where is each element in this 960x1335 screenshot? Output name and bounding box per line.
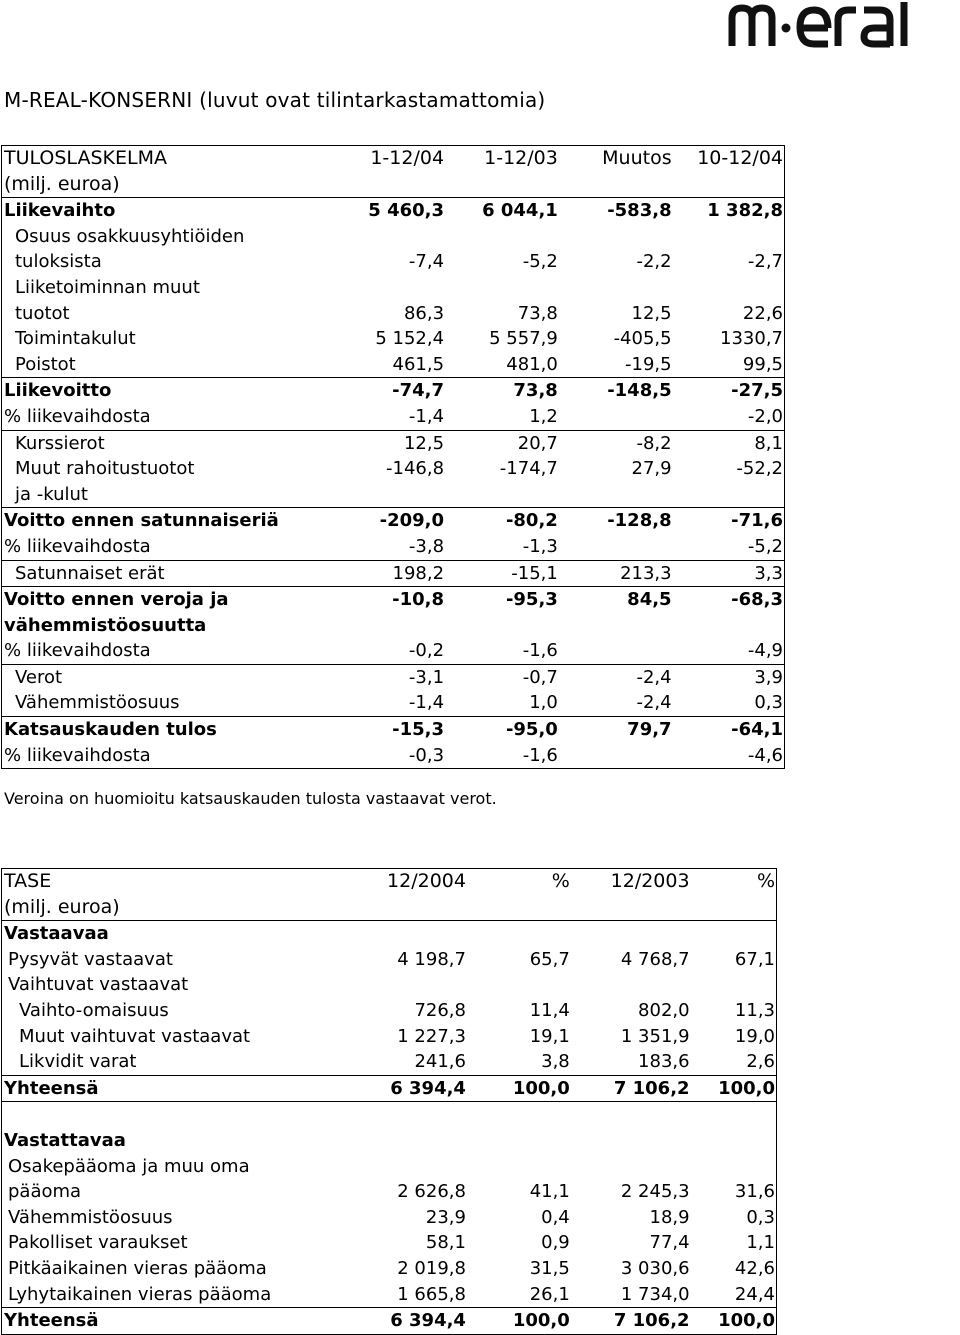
balance-cell: [357, 1102, 467, 1128]
income-row: [2, 613, 785, 639]
income-cell: -1,4: [408, 405, 445, 427]
balance-row: [2, 1282, 777, 1308]
income-cell: -4,6: [747, 744, 783, 766]
income-row-label: Vähemmistöosuus: [15, 692, 180, 714]
balance-cell: [467, 1154, 571, 1180]
balance-row-label: Muut vaihtuvat vastaavat: [19, 1025, 251, 1047]
income-cell: 1 382,8: [673, 198, 785, 224]
balance-unit-label: (milj. euroa): [4, 895, 120, 918]
income-cell: 22,6: [742, 302, 783, 324]
income-cell: 0,3: [754, 692, 783, 714]
balance-cell: 19,0: [734, 1025, 775, 1047]
m-real-logo-graphic: [728, 2, 958, 48]
income-cell: -5,2: [522, 251, 558, 273]
balance-cell: 2 626,8: [397, 1181, 466, 1203]
income-cell: [445, 224, 559, 250]
income-cell: 5 152,4: [375, 328, 445, 350]
income-row-label: Liikevaihto: [2, 198, 336, 224]
income-unit-label: (milj. euroa): [4, 172, 120, 195]
balance-cell: 4 198,7: [397, 948, 466, 970]
income-cell: [559, 482, 673, 508]
balance-cell: 31,6: [734, 1181, 775, 1203]
income-cell: [673, 613, 785, 639]
balance-cell: [691, 1128, 777, 1154]
balance-row-label: Pakolliset varaukset: [8, 1232, 188, 1254]
income-cell: 6 044,1: [445, 198, 559, 224]
income-cell: 198,2: [335, 560, 445, 587]
balance-cell: 0,9: [541, 1232, 570, 1254]
income-row-label: % liikevaihdosta: [4, 640, 151, 662]
income-row-label: Muut rahoitustuotot: [15, 458, 195, 480]
income-row: [2, 743, 785, 769]
income-row: [2, 378, 785, 404]
income-row-label: % liikevaihdosta: [4, 405, 151, 427]
balance-row: [2, 947, 777, 973]
balance-cell: [357, 972, 467, 998]
balance-cell: [467, 1102, 571, 1128]
income-cell: [673, 482, 785, 508]
income-cell: [559, 743, 673, 769]
income-cell: 1,2: [529, 405, 558, 427]
income-cell: -74,7: [335, 378, 445, 404]
income-header-row: [2, 146, 785, 172]
balance-cell: [357, 1154, 467, 1180]
income-unit-row: [2, 172, 785, 198]
income-cell: -71,6: [673, 508, 785, 534]
income-row: [2, 275, 785, 301]
income-cell: 1,0: [529, 692, 558, 714]
balance-cell: [571, 1102, 691, 1128]
balance-cell: 100,0: [467, 1075, 571, 1102]
balance-cell: [357, 1128, 467, 1154]
balance-cell: 26,1: [529, 1283, 570, 1305]
income-cell: -7,4: [408, 251, 445, 273]
income-cell: [559, 404, 673, 430]
balance-col-header: 12/2003: [610, 870, 690, 892]
income-cell: 3,3: [673, 560, 785, 587]
tax-note: Veroina on huomioitu katsauskauden tulosta vastaavat verot.: [4, 789, 497, 808]
income-cell: -5,2: [747, 535, 783, 557]
income-cell: 86,3: [403, 302, 445, 324]
income-cell: [335, 275, 445, 301]
balance-cell: 3,8: [541, 1051, 570, 1073]
balance-cell: 42,6: [734, 1257, 775, 1279]
balance-cell: 2 245,3: [620, 1181, 690, 1203]
balance-col-header: %: [756, 870, 775, 892]
income-cell: [673, 224, 785, 250]
balance-row-label: Osakepääoma ja muu oma: [8, 1155, 250, 1177]
balance-cell: 1,1: [746, 1232, 775, 1254]
balance-header-row: [2, 869, 777, 895]
income-cell: 213,3: [559, 560, 673, 587]
income-row-label: vähemmistöosuutta: [4, 614, 207, 636]
income-cell: -405,5: [613, 328, 672, 350]
income-cell: 12,5: [631, 302, 672, 324]
balance-row-label: Vastaavaa: [2, 921, 358, 947]
income-col-header: Muutos: [602, 147, 672, 169]
balance-cell: [467, 1128, 571, 1154]
balance-row-label: Likvidit varat: [19, 1051, 137, 1073]
income-cell: 1330,7: [720, 328, 783, 350]
income-row-label: ja -kulut: [15, 483, 88, 505]
balance-row-label: Pysyvät vastaavat: [8, 948, 173, 970]
income-cell: -128,8: [559, 508, 673, 534]
income-cell: -2,7: [747, 251, 783, 273]
balance-row-label: Yhteensä: [2, 1075, 358, 1102]
balance-cell: [571, 1128, 691, 1154]
income-cell: -68,3: [673, 587, 785, 613]
balance-row: [2, 1230, 777, 1256]
income-cell: -64,1: [673, 717, 785, 743]
balance-cell: 58,1: [425, 1232, 466, 1254]
balance-row-label: Vaihtuvat vastaavat: [8, 974, 189, 996]
balance-cell: 7 106,2: [571, 1075, 691, 1102]
income-row: [2, 587, 785, 613]
income-cell: -8,2: [559, 430, 673, 456]
balance-row-label: Vähemmistöosuus: [8, 1206, 173, 1228]
income-row-label: Verot: [2, 664, 336, 690]
balance-cell: 1 227,3: [397, 1025, 466, 1047]
income-cell: 79,7: [559, 717, 673, 743]
balance-cell: 7 106,2: [571, 1308, 691, 1335]
income-row: [2, 534, 785, 560]
balance-row: [2, 1049, 777, 1075]
balance-cell: 241,6: [414, 1051, 466, 1073]
income-cell: 3,9: [673, 664, 785, 690]
income-row: [2, 508, 785, 534]
balance-cell: [691, 1102, 777, 1128]
income-row-label: Liikevoitto: [2, 378, 336, 404]
income-cell: -52,2: [736, 458, 783, 480]
income-row: [2, 224, 785, 250]
income-row: [2, 717, 785, 743]
income-cell: -2,4: [559, 664, 673, 690]
balance-cell: 2,6: [746, 1051, 775, 1073]
balance-cell: [691, 1154, 777, 1180]
balance-row: [2, 972, 777, 998]
balance-cell: 1 665,8: [397, 1283, 466, 1305]
balance-cell: 24,4: [734, 1283, 775, 1305]
balance-cell: [691, 921, 777, 947]
income-row-label: tuotot: [15, 302, 70, 324]
income-row: [2, 301, 785, 327]
income-cell: -0,7: [445, 664, 559, 690]
balance-cell: 100,0: [691, 1075, 777, 1102]
balance-cell: [571, 1154, 691, 1180]
income-cell: -148,5: [559, 378, 673, 404]
balance-cell: 1 351,9: [620, 1025, 690, 1047]
income-cell: [673, 275, 785, 301]
income-row-label: Voitto ennen satunnaiseriä: [2, 508, 336, 534]
income-cell: 5 460,3: [335, 198, 445, 224]
balance-row: [2, 1256, 777, 1282]
balance-row: [2, 1102, 777, 1128]
balance-cell: [571, 972, 691, 998]
balance-cell: 726,8: [414, 999, 466, 1021]
balance-cell: 4 768,7: [620, 948, 690, 970]
balance-col-header: %: [551, 870, 570, 892]
income-cell: -15,1: [445, 560, 559, 587]
income-row-label: Katsauskauden tulos: [2, 717, 336, 743]
income-col-header: 1-12/03: [484, 147, 558, 169]
income-cell: -3,1: [335, 664, 445, 690]
balance-row: [2, 921, 777, 947]
balance-cell: 3 030,6: [620, 1257, 690, 1279]
income-cell: 73,8: [517, 302, 558, 324]
income-row: [2, 664, 785, 690]
balance-cell: 31,5: [529, 1257, 570, 1279]
income-cell: 99,5: [742, 353, 783, 375]
balance-cell: 0,3: [746, 1206, 775, 1228]
balance-cell: 77,4: [649, 1232, 690, 1254]
balance-cell: [467, 921, 571, 947]
balance-row-label: Lyhytaikainen vieras pääoma: [8, 1283, 272, 1305]
balance-unit-row: [2, 895, 777, 921]
income-cell: [445, 275, 559, 301]
m-real-logo: [728, 2, 958, 48]
income-cell: 84,5: [559, 587, 673, 613]
income-row: [2, 198, 785, 224]
balance-cell: [357, 921, 467, 947]
income-row-label: Toimintakulut: [15, 328, 136, 350]
income-cell: 5 557,9: [489, 328, 558, 350]
income-cell: 461,5: [392, 353, 445, 375]
balance-header-label: TASE: [4, 870, 52, 892]
income-row: [2, 690, 785, 716]
income-cell: -27,5: [673, 378, 785, 404]
income-cell: -19,5: [625, 353, 672, 375]
income-cell: -2,2: [636, 251, 672, 273]
balance-cell: 2 019,8: [397, 1257, 466, 1279]
income-cell: -95,0: [445, 717, 559, 743]
balance-cell: 11,4: [529, 999, 570, 1021]
balance-cell: 100,0: [691, 1308, 777, 1335]
income-cell: [559, 275, 673, 301]
balance-cell: 1 734,0: [620, 1283, 690, 1305]
income-row: [2, 404, 785, 430]
income-cell: [335, 482, 445, 508]
balance-cell: 23,9: [425, 1206, 466, 1228]
balance-row-label: Vastattavaa: [4, 1129, 126, 1151]
income-col-header: 10-12/04: [697, 147, 783, 169]
income-cell: -1,4: [408, 692, 445, 714]
balance-row: [2, 1024, 777, 1050]
income-cell: [335, 224, 445, 250]
income-cell: -4,9: [747, 640, 783, 662]
income-statement-table: [1, 145, 785, 769]
income-row-label: Poistot: [15, 353, 76, 375]
income-cell: 12,5: [335, 430, 445, 456]
income-cell: -0,2: [408, 640, 445, 662]
income-col-header: 1-12/04: [370, 147, 445, 169]
income-cell: -1,6: [522, 744, 558, 766]
income-cell: -2,0: [747, 405, 783, 427]
balance-cell: 67,1: [734, 948, 775, 970]
income-row-label: tuloksista: [15, 251, 102, 273]
income-row-label: Kurssierot: [2, 430, 336, 456]
income-cell: -174,7: [499, 458, 558, 480]
income-cell: -95,3: [445, 587, 559, 613]
income-row: [2, 326, 785, 352]
income-cell: -2,4: [636, 692, 672, 714]
balance-sheet-table: [1, 868, 777, 1335]
income-row: [2, 560, 785, 587]
income-cell: -15,3: [335, 717, 445, 743]
income-cell: 8,1: [673, 430, 785, 456]
balance-row-label: [2, 1102, 358, 1128]
income-row: [2, 456, 785, 482]
income-row-label: Satunnaiset erät: [2, 560, 336, 587]
income-cell: -1,6: [522, 640, 558, 662]
balance-row: [2, 1075, 777, 1102]
balance-row-label: Vaihto-omaisuus: [19, 999, 169, 1021]
balance-row: [2, 1179, 777, 1205]
balance-cell: [467, 972, 571, 998]
income-cell: [335, 613, 445, 639]
balance-cell: 6 394,4: [357, 1308, 467, 1335]
income-cell: [445, 613, 559, 639]
balance-cell: 41,1: [529, 1181, 570, 1203]
income-cell: [559, 638, 673, 664]
income-cell: -1,3: [522, 535, 558, 557]
income-row-label: Voitto ennen veroja ja: [2, 587, 336, 613]
income-header-label: TULOSLASKELMA: [4, 147, 167, 169]
balance-cell: 802,0: [638, 999, 690, 1021]
income-cell: 73,8: [445, 378, 559, 404]
income-cell: -80,2: [445, 508, 559, 534]
balance-cell: 11,3: [734, 999, 775, 1021]
income-row: [2, 352, 785, 378]
income-row: [2, 638, 785, 664]
income-cell: [559, 224, 673, 250]
balance-cell: 19,1: [529, 1025, 570, 1047]
income-cell: [559, 613, 673, 639]
income-cell: -583,8: [559, 198, 673, 224]
balance-cell: [571, 921, 691, 947]
income-cell: -209,0: [335, 508, 445, 534]
balance-row: [2, 1308, 777, 1335]
balance-cell: [691, 972, 777, 998]
income-cell: 481,0: [506, 353, 558, 375]
income-cell: -146,8: [386, 458, 445, 480]
balance-col-header: 12/2004: [387, 870, 466, 892]
balance-row: [2, 1128, 777, 1154]
income-cell: 27,9: [631, 458, 672, 480]
income-cell: 20,7: [445, 430, 559, 456]
income-row-label: Liiketoiminnan muut: [15, 276, 200, 298]
balance-cell: 183,6: [638, 1051, 690, 1073]
income-cell: -3,8: [408, 535, 445, 557]
balance-row-label: pääoma: [8, 1181, 82, 1203]
income-row-label: % liikevaihdosta: [4, 744, 151, 766]
income-cell: -0,3: [408, 744, 445, 766]
balance-cell: 0,4: [541, 1206, 570, 1228]
income-cell: -10,8: [335, 587, 445, 613]
balance-row: [2, 1154, 777, 1180]
balance-cell: 65,7: [529, 948, 570, 970]
balance-cell: 18,9: [649, 1206, 690, 1228]
balance-cell: 100,0: [467, 1308, 571, 1335]
income-cell: [445, 482, 559, 508]
income-row: [2, 482, 785, 508]
balance-row: [2, 998, 777, 1024]
page-title: M-REAL-KONSERNI (luvut ovat tilintarkastamattomia): [4, 88, 546, 112]
income-row-label: Osuus osakkuusyhtiöiden: [15, 225, 245, 247]
balance-cell: 6 394,4: [357, 1075, 467, 1102]
balance-row: [2, 1205, 777, 1231]
balance-row-label: Pitkäaikainen vieras pääoma: [8, 1257, 267, 1279]
income-row: [2, 249, 785, 275]
income-row: [2, 430, 785, 456]
income-cell: [559, 534, 673, 560]
income-row-label: % liikevaihdosta: [4, 535, 151, 557]
balance-row-label: Yhteensä: [2, 1308, 358, 1335]
